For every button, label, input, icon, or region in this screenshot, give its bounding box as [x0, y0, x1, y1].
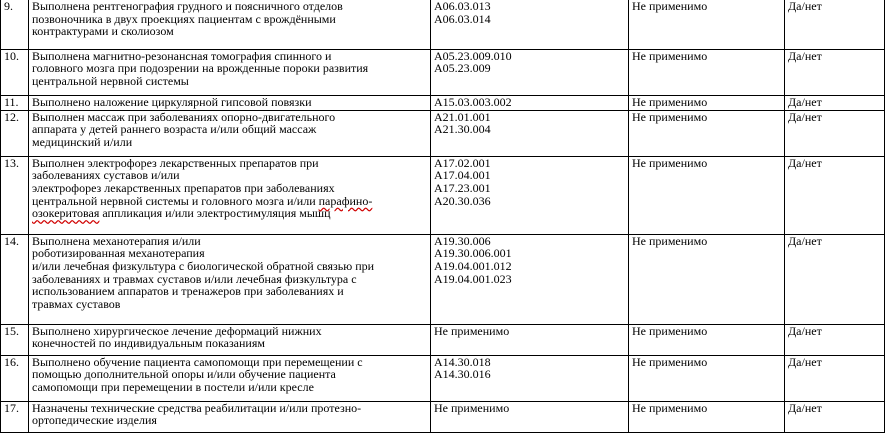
service-codes: A06.03.013 A06.03.014 [431, 0, 629, 49]
row-number: 17. [1, 401, 29, 432]
table-row [1, 110, 885, 156]
service-codes: A14.30.018 A14.30.016 [431, 355, 629, 401]
row-number: 16. [1, 355, 29, 401]
spellcheck-marked-word: парафино- озокеритовая [32, 193, 373, 221]
table-row [1, 324, 885, 355]
row-number: 9. [1, 0, 29, 49]
applicability: Не применимо [629, 49, 785, 95]
answer-options: Да/нет [785, 49, 885, 95]
row-number: 11. [1, 95, 29, 110]
service-codes: A15.03.003.002 [431, 95, 629, 110]
row-number: 15. [1, 324, 29, 355]
row-number: 12. [1, 110, 29, 156]
applicability: Не применимо [629, 355, 785, 401]
service-codes: A05.23.009.010 A05.23.009 [431, 49, 629, 95]
criterion-text: Выполнена рентгенография грудного и поясничного отделов позвоночника в двух проекциях пациентам с врождёнными контрактурами и сколиозом [29, 0, 431, 49]
applicability: Не применимо [629, 95, 785, 110]
table-row [1, 95, 885, 110]
service-codes: A17.02.001 A17.04.001 A17.23.001 A20.30.036 [431, 156, 629, 234]
criterion-text: Выполнен массаж при заболеваниях опорно-двигательного аппарата у детей раннего возраста и/или общий массаж медицинский и/или [29, 110, 431, 156]
table-row [1, 49, 885, 95]
answer-options: Да/нет [785, 95, 885, 110]
applicability: Не применимо [629, 401, 785, 432]
service-codes: A19.30.006 A19.30.006.001 A19.04.001.012 A19.04.001.023 [431, 234, 629, 324]
criterion-text: Выполнена механотерапия и/или роботизированная механотерапия и/или лечебная физкультура с биологической обратной связью при заболеваниях и травмах суставов и/или лечебная физкультура с использованием аппаратов и тренажеров при заболеваниях и травмах суставов [29, 234, 431, 324]
service-codes: Не применимо [431, 401, 629, 432]
answer-options: Да/нет [785, 156, 885, 234]
applicability: Не применимо [629, 156, 785, 234]
table-row [1, 234, 885, 324]
criterion-text-part: Выполнен электрофорез лекарственных препаратов при заболеваниях суставов и/или электрофорез лекарственных препаратов при заболеваниях центральной нервной системы и головного мозга и/или [32, 156, 335, 208]
applicability: Не применимо [629, 0, 785, 49]
criterion-text: Назначены технические средства реабилитации и/или протезно- ортопедические изделия [29, 401, 431, 432]
table-row [1, 156, 885, 234]
criterion-text-part: аппликация и/или электростимуляция мышц [99, 206, 331, 221]
answer-options: Да/нет [785, 401, 885, 432]
answer-options: Да/нет [785, 355, 885, 401]
answer-options: Да/нет [785, 324, 885, 355]
service-codes: A21.01.001 A21.30.004 [431, 110, 629, 156]
row-number: 13. [1, 156, 29, 234]
criterion-text: Выполнено хирургическое лечение деформаций нижних конечностей по индивидуальным показаниям [29, 324, 431, 355]
criterion-text: Выполнено обучение пациента самопомощи при перемещении с помощью дополнительной опоры и/или обучение пациента самопомощи при перемещении в постели и/или кресле [29, 355, 431, 401]
service-codes: Не применимо [431, 324, 629, 355]
applicability: Не применимо [629, 110, 785, 156]
table-row [1, 355, 885, 401]
applicability: Не применимо [629, 324, 785, 355]
table-row [1, 0, 885, 49]
criterion-text: Выполнена магнитно-резонансная томография спинного и головного мозга при подозрении на врожденные пороки развития центральной нервной системы [29, 49, 431, 95]
row-number: 14. [1, 234, 29, 324]
row-number: 10. [1, 49, 29, 95]
answer-options: Да/нет [785, 234, 885, 324]
table-row [1, 401, 885, 432]
criterion-text: Выполнено наложение циркулярной гипсовой повязки [29, 95, 431, 110]
answer-options: Да/нет [785, 0, 885, 49]
criterion-text [29, 156, 431, 234]
applicability: Не применимо [629, 234, 785, 324]
answer-options: Да/нет [785, 110, 885, 156]
